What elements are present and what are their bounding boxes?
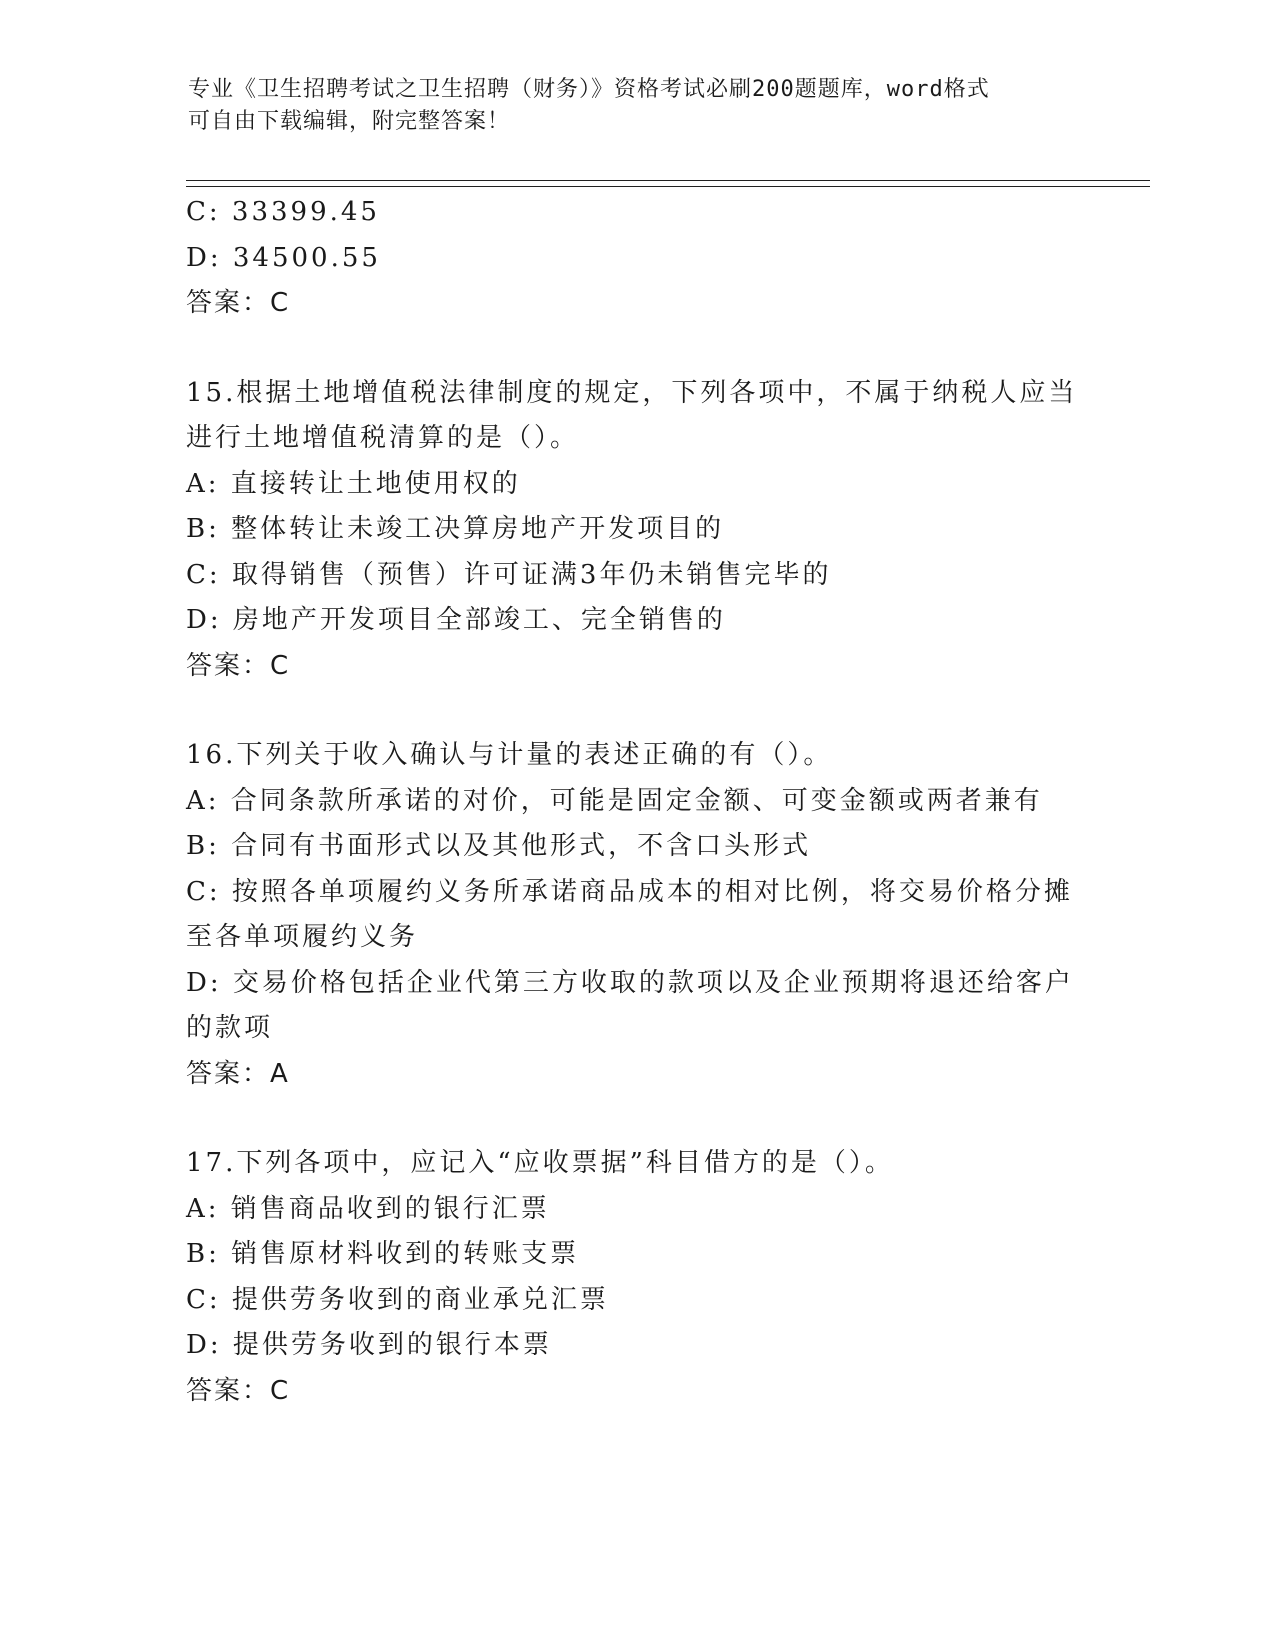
option-a: A: 销售商品收到的银行汇票 bbox=[186, 1193, 550, 1224]
question-stem-line: 15.根据土地增值税法律制度的规定，下列各项中，不属于纳税人应当 bbox=[186, 377, 1078, 408]
option-c: C: 取得销售（预售）许可证满3年仍未销售完毕的 bbox=[186, 559, 832, 590]
header-line-2: 可自由下载编辑，附完整答案！ bbox=[188, 109, 511, 134]
question-15 bbox=[186, 371, 1086, 690]
question-content bbox=[186, 190, 1086, 1414]
option-line: D: 34500.55 bbox=[186, 242, 381, 273]
spacer bbox=[186, 327, 1086, 371]
option-d: D: 房地产开发项目全部竣工、完全销售的 bbox=[186, 605, 726, 635]
header-line-1: 专业《卫生招聘考试之卫生招聘（财务）》资格考试必刷200题题库，word格式 bbox=[188, 77, 990, 102]
option-line: C: 33399.45 bbox=[186, 197, 380, 227]
option-c: C: 按照各单项履约义务所承诺商品成本的相对比例，将交易价格分摊 bbox=[186, 876, 1073, 907]
option-d: D: 提供劳务收到的银行本票 bbox=[186, 1330, 552, 1360]
header-divider-top bbox=[186, 180, 1150, 181]
answer-line: 答案：C bbox=[186, 288, 291, 318]
header-divider-bottom bbox=[186, 186, 1150, 187]
question-stem-line: 进行土地增值税清算的是（）。 bbox=[186, 423, 580, 453]
spacer bbox=[186, 1097, 1086, 1141]
option-d-continued: 的款项 bbox=[186, 1013, 274, 1043]
answer-line: 答案：A bbox=[186, 1058, 290, 1089]
question-stem-line: 17.下列各项中，应记入“应收票据”科目借方的是（）。 bbox=[186, 1148, 894, 1178]
option-b: B: 整体转让未竣工决算房地产开发项目的 bbox=[186, 514, 725, 544]
answer-line: 答案：C bbox=[186, 650, 291, 681]
prev-question-block bbox=[186, 190, 1086, 327]
question-stem-line: 16.下列关于收入确认与计量的表述正确的有（）。 bbox=[186, 740, 833, 770]
answer-line: 答案：C bbox=[186, 1375, 291, 1406]
question-16 bbox=[186, 733, 1086, 1097]
option-c: C: 提供劳务收到的商业承兑汇票 bbox=[186, 1284, 609, 1315]
document-header bbox=[188, 74, 1068, 138]
option-a: A: 直接转让土地使用权的 bbox=[186, 468, 521, 499]
question-17 bbox=[186, 1141, 1086, 1414]
option-b: B: 合同有书面形式以及其他形式，不含口头形式 bbox=[186, 831, 812, 861]
option-c-continued: 至各单项履约义务 bbox=[186, 922, 419, 952]
option-b: B: 销售原材料收到的转账支票 bbox=[186, 1239, 580, 1269]
option-d: D: 交易价格包括企业代第三方收取的款项以及企业预期将退还给客户 bbox=[186, 967, 1074, 998]
spacer bbox=[186, 689, 1086, 733]
option-a: A: 合同条款所承诺的对价，可能是固定金额、可变金额或两者兼有 bbox=[186, 785, 1043, 816]
